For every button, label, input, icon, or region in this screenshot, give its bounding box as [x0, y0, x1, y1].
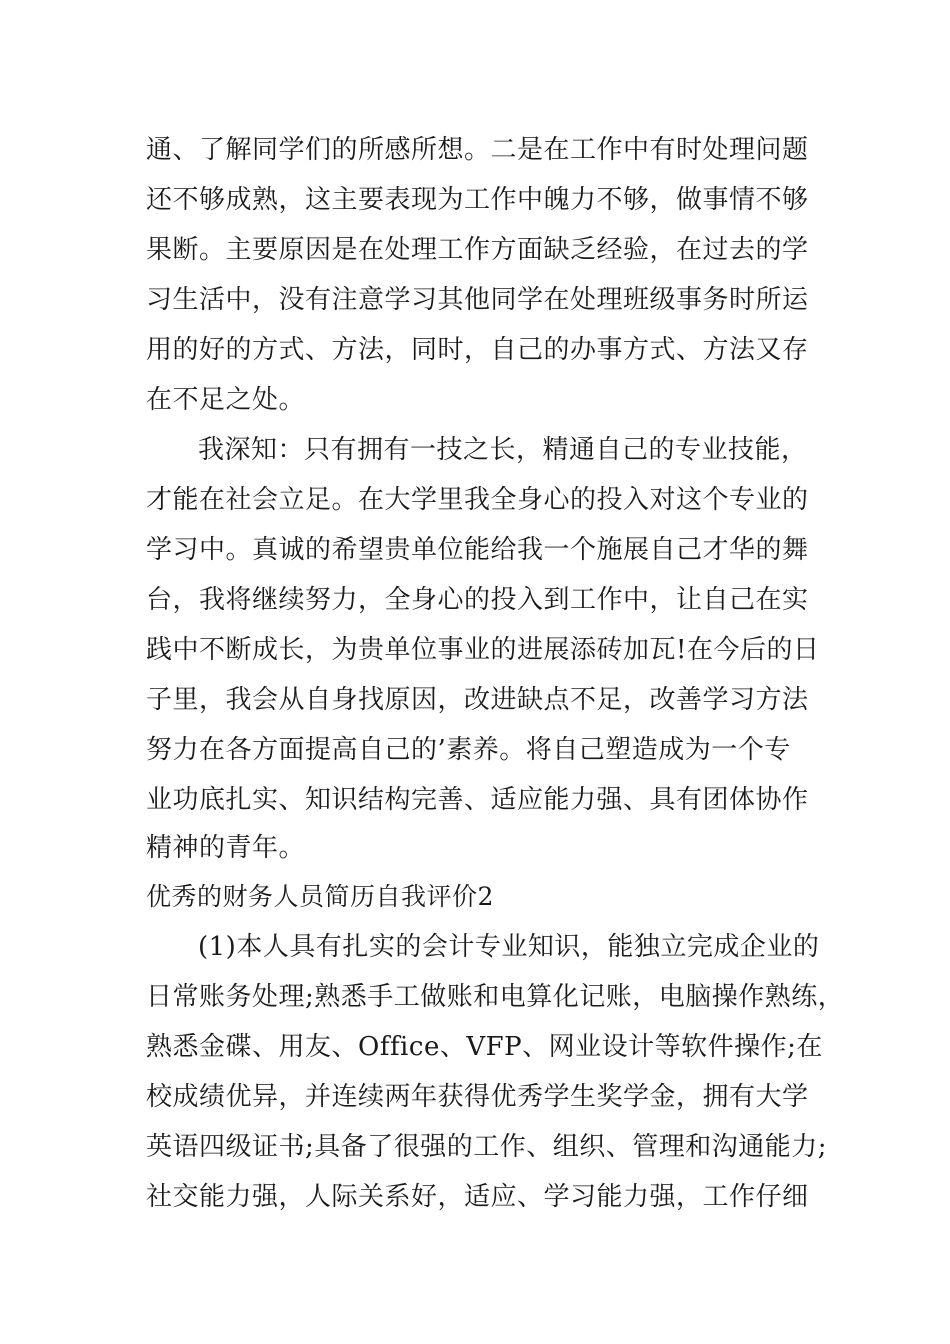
text-line: 在不足之处。 — [146, 385, 306, 415]
text-line: 日常账务处理;熟悉手工做账和电算化记账，电脑操作熟练， — [146, 982, 845, 1012]
section-heading: 优秀的财务人员简历自我评价2 — [146, 882, 494, 911]
text-line: 通、了解同学们的所感所想。二是在工作中有时处理问题 — [146, 135, 809, 165]
text-line: 台，我将继续努力，全身心的投入到工作中，让自己在实 — [146, 585, 809, 615]
paragraph-first-line: 我深知：只有拥有一技之长，精通自己的专业技能， — [198, 435, 808, 465]
text-line: 习生活中，没有注意学习其他同学在处理班级事务时所运 — [146, 285, 809, 315]
text-line: 践中不断成长，为贵单位事业的进展添砖加瓦!在今后的日 — [146, 635, 820, 665]
text-line: 校成绩优异，并连续两年获得优秀学生奖学金，拥有大学 — [146, 1082, 809, 1112]
text-line: 社交能力强，人际关系好，适应、学习能力强，工作仔细 — [146, 1182, 809, 1212]
text-line: 才能在社会立足。在大学里我全身心的投入对这个专业的 — [146, 485, 809, 515]
text-line: 精神的青年。 — [146, 833, 306, 863]
text-line: 还不够成熟，这主要表现为工作中魄力不够，做事情不够 — [146, 185, 809, 215]
paragraph-first-line: (1)本人具有扎实的会计专业知识，能独立完成企业的 — [198, 932, 820, 962]
text-line: 用的好的方式、方法，同时，自己的办事方式、方法又存 — [146, 335, 809, 365]
text-line: 果断。主要原因是在处理工作方面缺乏经验，在过去的学 — [146, 235, 809, 265]
text-line: 学习中。真诚的希望贵单位能给我一个施展自己才华的舞 — [146, 535, 809, 565]
text-line: 熟悉金碟、用友、Office、VFP、网业设计等软件操作;在 — [146, 1032, 823, 1062]
text-line: 英语四级证书;具备了很强的工作、组织、管理和沟通能力; — [146, 1132, 828, 1162]
text-line: 子里，我会从自身找原因，改进缺点不足，改善学习方法 — [146, 685, 809, 715]
text-line: 努力在各方面提高自己的’素养。将自己塑造成为一个专 — [146, 735, 791, 765]
text-line: 业功底扎实、知识结构完善、适应能力强、具有团体协作 — [146, 785, 809, 815]
